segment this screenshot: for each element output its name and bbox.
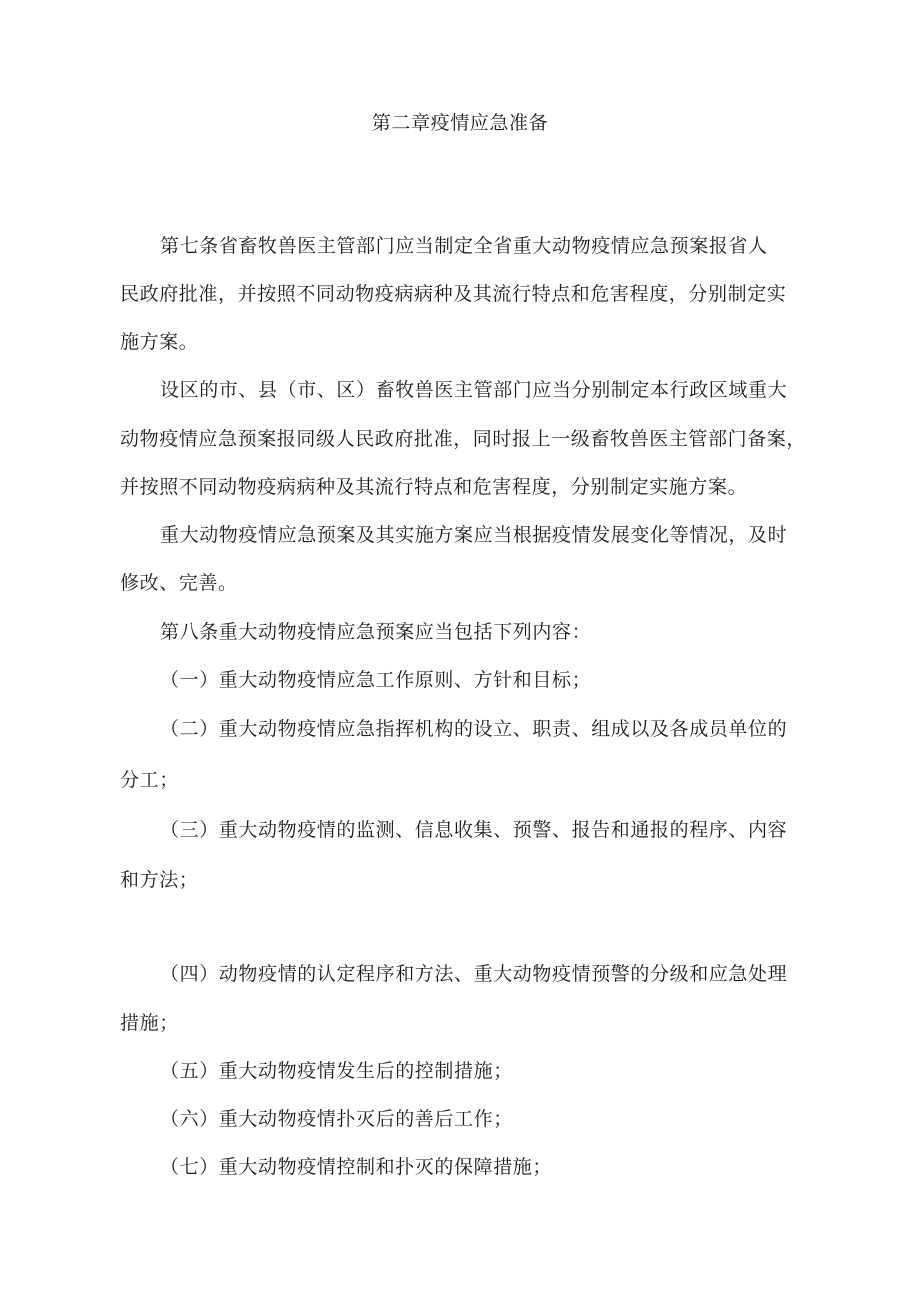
chapter-title: 第二章疫情应急准备 <box>371 112 549 134</box>
article-8-item-2-line-1: （二）重大动物疫情应急指挥机构的设立、职责、组成以及各成员单位的 <box>160 718 788 740</box>
article-8-item-3-line-2: 和方法； <box>120 869 199 891</box>
article-7-para3-line-2: 修改、完善。 <box>120 572 238 594</box>
article-8-item-5: （五）重大动物疫情发生后的控制措施； <box>160 1060 513 1082</box>
article-8-item-3-line-1: （三）重大动物疫情的监测、信息收集、预警、报告和通报的程序、内容 <box>160 819 788 841</box>
article-8-item-4-line-2: 措施； <box>120 1012 179 1034</box>
article-8-intro: 第八条重大动物疫情应急预案应当包括下列内容： <box>160 621 592 643</box>
article-7-line-1: 第七条省畜牧兽医主管部门应当制定全省重大动物疫情应急预案报省人 <box>160 235 768 257</box>
article-8-item-2-line-2: 分工； <box>120 769 179 791</box>
article-8-item-1: （一）重大动物疫情应急工作原则、方针和目标； <box>160 669 592 691</box>
article-7-para2-line-1: 设区的市、县（市、区）畜牧兽医主管部门应当分别制定本行政区域重大 <box>160 379 788 401</box>
article-7-line-3: 施方案。 <box>120 331 199 353</box>
article-7-para2-line-2: 动物疫情应急预案报同级人民政府批准，同时报上一级畜牧兽医主管部门备案， <box>120 428 807 450</box>
article-8-item-6: （六）重大动物疫情扑灭后的善后工作； <box>160 1108 513 1130</box>
article-8-item-7: （七）重大动物疫情控制和扑灭的保障措施； <box>160 1156 553 1178</box>
article-8-item-4-line-1: （四）动物疫情的认定程序和方法、重大动物疫情预警的分级和应急处理 <box>160 963 788 985</box>
article-7-line-2: 民政府批准，并按照不同动物疫病病种及其流行特点和危害程度，分别制定实 <box>120 283 787 305</box>
article-7-para3-line-1: 重大动物疫情应急预案及其实施方案应当根据疫情发展变化等情况，及时 <box>160 524 788 546</box>
article-7-para2-line-3: 并按照不同动物疫病病种及其流行特点和危害程度，分别制定实施方案。 <box>120 476 748 498</box>
